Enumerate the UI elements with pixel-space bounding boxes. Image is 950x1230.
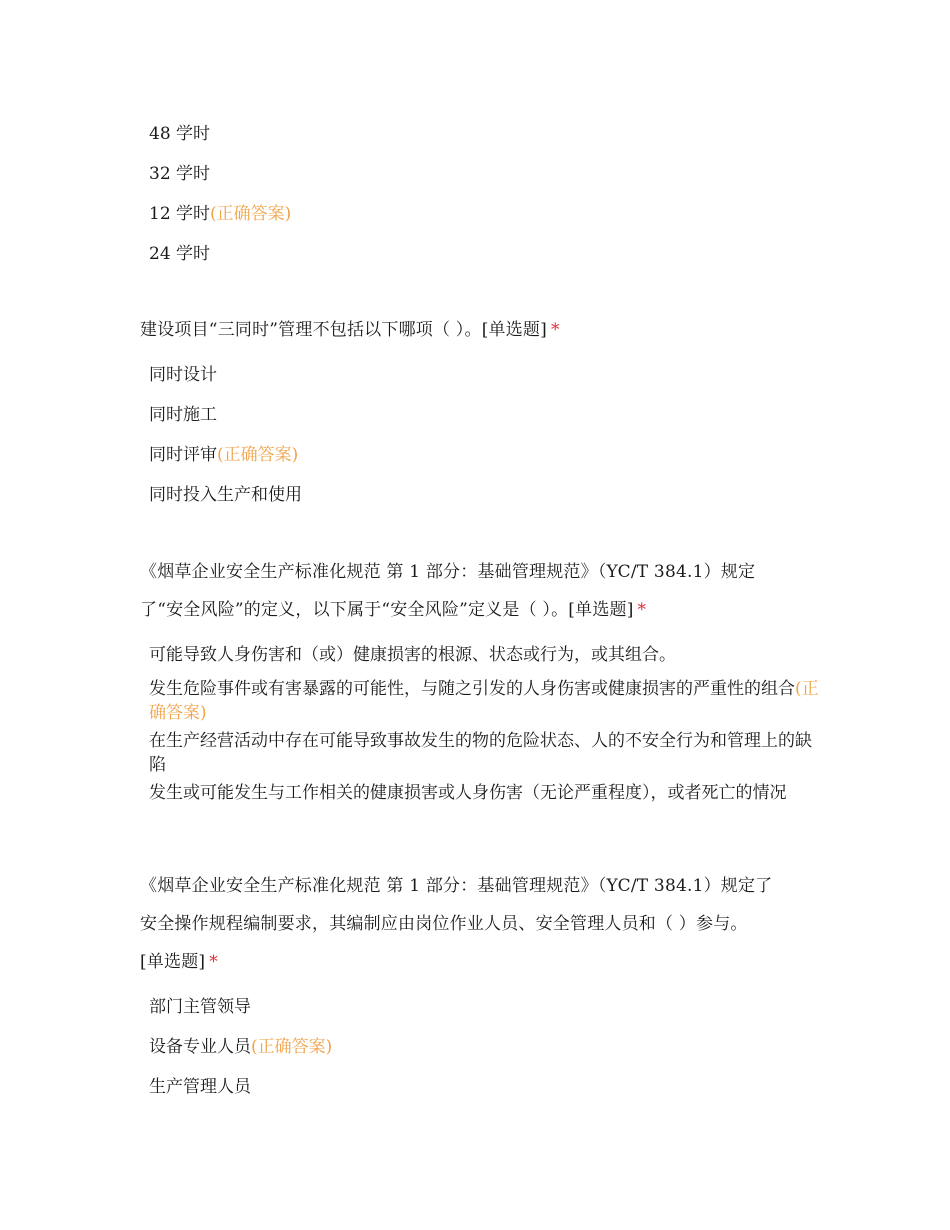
question-text-4: 《烟草企业安全生产标准化规范 第 1 部分：基础管理规范》（YC/T 384.1）规定了 安全操作规程编制要求，其编制应由岗位作业人员、安全管理人员和（ ）参与。 [单选题] * (140, 876, 773, 972)
question-block-3 (140, 553, 820, 805)
option-q3-a: 可能导致人身伤害和（或）健康损害的根源、状态或行为，或其组合。 (149, 645, 676, 665)
correct-answer-label: (正确答案) (210, 204, 292, 224)
option-q4-c: 生产管理人员 (149, 1077, 251, 1097)
options-list-4 (140, 995, 820, 1099)
question-text-3: 《烟草企业安全生产标准化规范 第 1 部分：基础管理规范》（YC/T 384.1）规定 了“安全风险”的定义，以下属于“安全风险”定义是（ ）。[单选题] * (140, 562, 756, 620)
required-mark: * (637, 600, 647, 620)
option-q2-c: 同时评审(正确答案) (149, 445, 299, 465)
option-q3-d: 发生或可能发生与工作相关的健康损害或人身伤害（无论严重程度），或者死亡的情况 (149, 783, 787, 803)
question-type-tag: [单选题] (568, 600, 634, 620)
question-block-2 (140, 311, 820, 507)
correct-answer-label: (正确答案) (251, 1037, 333, 1057)
option-q4-a: 部门主管领导 (149, 997, 251, 1017)
question-block-1 (140, 122, 820, 266)
option-q2-a: 同时设计 (149, 365, 217, 385)
correct-answer-label: (正确答案) (149, 679, 819, 723)
option-q1-b: 32 学时 (149, 164, 211, 184)
options-list-2 (140, 363, 820, 507)
options-list-3 (140, 643, 820, 805)
option-q4-b: 设备专业人员(正确答案) (149, 1037, 333, 1057)
option-q2-d: 同时投入生产和使用 (149, 485, 302, 505)
question-text-2: 建设项目“三同时”管理不包括以下哪项（ ）。[单选题] * (140, 320, 560, 340)
question-type-tag: [单选题] (481, 320, 547, 340)
option-q3-c: 在生产经营活动中存在可能导致事故发生的物的危险状态、人的不安全行为和管理上的缺陷 (149, 731, 812, 775)
correct-answer-label: (正确答案) (217, 445, 299, 465)
required-mark: * (550, 320, 560, 340)
question-block-4 (140, 867, 820, 1099)
required-mark: * (209, 952, 218, 972)
option-q3-b: 发生危险事件或有害暴露的可能性，与随之引发的人身伤害或健康损害的严重性的组合(正确答案) (149, 679, 819, 723)
option-q2-b: 同时施工 (149, 405, 217, 425)
option-q1-a: 48 学时 (149, 124, 211, 144)
question-type-tag: [单选题] (140, 952, 206, 972)
option-q1-c: 12 学时(正确答案) (149, 204, 292, 224)
option-q1-d: 24 学时 (149, 244, 211, 264)
